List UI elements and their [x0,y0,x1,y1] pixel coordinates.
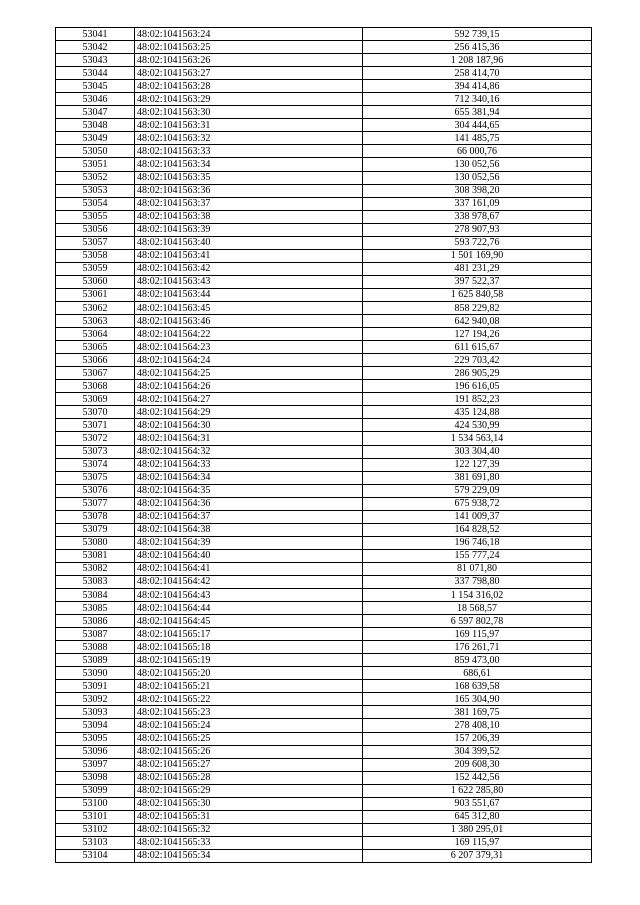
table-row [56,445,592,458]
cadastral-number-cell: 48:02:1041564:29 [135,406,363,419]
value-cell: 256 415,36 [363,41,592,54]
cadastral-value-table [55,27,592,863]
table-row [56,654,592,667]
value-cell: 122 127,39 [363,458,592,471]
row-number-cell: 53104 [56,849,135,862]
table-row [56,132,592,145]
table-row [56,823,592,836]
table-row [56,810,592,823]
value-cell: 1 154 316,02 [363,589,592,602]
cadastral-number-cell: 48:02:1041565:19 [135,654,363,667]
value-cell: 859 473,00 [363,654,592,667]
value-cell: 1 625 840,58 [363,288,592,301]
table-row [56,288,592,301]
table-row [56,758,592,771]
row-number-cell: 53065 [56,341,135,354]
value-cell: 155 777,24 [363,549,592,562]
value-cell: 655 381,94 [363,106,592,119]
table-row [56,562,592,575]
row-number-cell: 53098 [56,771,135,784]
row-number-cell: 53062 [56,301,135,314]
row-number-cell: 53073 [56,445,135,458]
table-row [56,119,592,132]
value-cell: 1 622 285,80 [363,784,592,797]
cadastral-number-cell: 48:02:1041565:27 [135,758,363,771]
row-number-cell: 53103 [56,836,135,849]
cadastral-number-cell: 48:02:1041565:28 [135,771,363,784]
value-cell: 394 414,86 [363,80,592,93]
table-row [56,510,592,523]
table-row [56,471,592,484]
row-number-cell: 53072 [56,432,135,445]
row-number-cell: 53061 [56,288,135,301]
row-number-cell: 53083 [56,575,135,588]
table-row [56,145,592,158]
cadastral-number-cell: 48:02:1041563:46 [135,315,363,328]
cadastral-number-cell: 48:02:1041565:23 [135,706,363,719]
cadastral-number-cell: 48:02:1041565:32 [135,823,363,836]
table-row [56,406,592,419]
cadastral-number-cell: 48:02:1041563:44 [135,288,363,301]
row-number-cell: 53077 [56,497,135,510]
table-row [56,602,592,615]
value-cell: 435 124,88 [363,406,592,419]
value-cell: 1 534 563,14 [363,432,592,445]
table-row [56,223,592,236]
cadastral-number-cell: 48:02:1041563:42 [135,262,363,275]
value-cell: 593 722,76 [363,236,592,249]
row-number-cell: 53042 [56,41,135,54]
value-cell: 152 442,56 [363,771,592,784]
cadastral-number-cell: 48:02:1041565:21 [135,680,363,693]
cadastral-number-cell: 48:02:1041565:18 [135,641,363,654]
cadastral-number-cell: 48:02:1041565:24 [135,719,363,732]
cadastral-number-cell: 48:02:1041565:17 [135,628,363,641]
cadastral-number-cell: 48:02:1041564:43 [135,589,363,602]
table-row [56,706,592,719]
value-cell: 645 312,80 [363,810,592,823]
cadastral-number-cell: 48:02:1041564:27 [135,393,363,406]
row-number-cell: 53058 [56,249,135,262]
cadastral-number-cell: 48:02:1041564:26 [135,380,363,393]
row-number-cell: 53056 [56,223,135,236]
row-number-cell: 53091 [56,680,135,693]
row-number-cell: 53101 [56,810,135,823]
cadastral-number-cell: 48:02:1041564:30 [135,419,363,432]
table-row [56,262,592,275]
value-cell: 858 229,82 [363,301,592,314]
cadastral-number-cell: 48:02:1041565:34 [135,849,363,862]
cadastral-number-cell: 48:02:1041563:27 [135,67,363,80]
row-number-cell: 53075 [56,471,135,484]
value-cell: 66 000,76 [363,145,592,158]
row-number-cell: 53092 [56,693,135,706]
table-row [56,628,592,641]
cadastral-number-cell: 48:02:1041564:37 [135,510,363,523]
cadastral-number-cell: 48:02:1041564:22 [135,328,363,341]
row-number-cell: 53068 [56,380,135,393]
row-number-cell: 53089 [56,654,135,667]
row-number-cell: 53066 [56,354,135,367]
row-number-cell: 53069 [56,393,135,406]
cadastral-number-cell: 48:02:1041563:37 [135,197,363,210]
row-number-cell: 53071 [56,419,135,432]
value-cell: 6 207 379,31 [363,849,592,862]
value-cell: 278 408,10 [363,719,592,732]
value-cell: 6 597 802,78 [363,615,592,628]
table-row [56,484,592,497]
row-number-cell: 53044 [56,67,135,80]
cadastral-number-cell: 48:02:1041563:31 [135,119,363,132]
value-cell: 169 115,97 [363,628,592,641]
row-number-cell: 53054 [56,197,135,210]
row-number-cell: 53048 [56,119,135,132]
row-number-cell: 53100 [56,797,135,810]
value-cell: 141 485,75 [363,132,592,145]
table-row [56,719,592,732]
table-row [56,589,592,602]
cadastral-number-cell: 48:02:1041563:38 [135,210,363,223]
row-number-cell: 53097 [56,758,135,771]
table-row [56,158,592,171]
table-row [56,497,592,510]
row-number-cell: 53055 [56,210,135,223]
table-row [56,301,592,314]
value-cell: 1 501 169,90 [363,249,592,262]
row-number-cell: 53080 [56,536,135,549]
table-row [56,341,592,354]
row-number-cell: 53078 [56,510,135,523]
cadastral-number-cell: 48:02:1041563:43 [135,275,363,288]
row-number-cell: 53050 [56,145,135,158]
cadastral-number-cell: 48:02:1041565:33 [135,836,363,849]
value-cell: 169 115,97 [363,836,592,849]
table-row [56,536,592,549]
cadastral-number-cell: 48:02:1041563:40 [135,236,363,249]
table-row [56,419,592,432]
value-cell: 18 568,57 [363,602,592,615]
table-row [56,249,592,262]
row-number-cell: 53099 [56,784,135,797]
table-row [56,680,592,693]
cadastral-number-cell: 48:02:1041564:36 [135,497,363,510]
value-cell: 338 978,67 [363,210,592,223]
table-row [56,784,592,797]
table-row [56,771,592,784]
row-number-cell: 53102 [56,823,135,836]
table-body [56,28,592,863]
row-number-cell: 53074 [56,458,135,471]
cadastral-number-cell: 48:02:1041564:33 [135,458,363,471]
cadastral-number-cell: 48:02:1041563:24 [135,28,363,41]
cadastral-number-cell: 48:02:1041563:39 [135,223,363,236]
cadastral-number-cell: 48:02:1041564:32 [135,445,363,458]
cadastral-number-cell: 48:02:1041564:44 [135,602,363,615]
value-cell: 397 522,37 [363,275,592,288]
table-row [56,693,592,706]
cadastral-number-cell: 48:02:1041563:35 [135,171,363,184]
row-number-cell: 53076 [56,484,135,497]
row-number-cell: 53087 [56,628,135,641]
cadastral-number-cell: 48:02:1041563:29 [135,93,363,106]
row-number-cell: 53093 [56,706,135,719]
row-number-cell: 53095 [56,732,135,745]
cadastral-number-cell: 48:02:1041565:26 [135,745,363,758]
row-number-cell: 53053 [56,184,135,197]
row-number-cell: 53060 [56,275,135,288]
row-number-cell: 53047 [56,106,135,119]
value-cell: 337 798,80 [363,575,592,588]
value-cell: 165 304,90 [363,693,592,706]
table-row [56,367,592,380]
cadastral-number-cell: 48:02:1041563:32 [135,132,363,145]
cadastral-number-cell: 48:02:1041563:45 [135,301,363,314]
row-number-cell: 53082 [56,562,135,575]
value-cell: 127 194,26 [363,328,592,341]
table-row [56,171,592,184]
cadastral-number-cell: 48:02:1041564:34 [135,471,363,484]
row-number-cell: 53084 [56,589,135,602]
row-number-cell: 53085 [56,602,135,615]
value-cell: 229 703,42 [363,354,592,367]
cadastral-number-cell: 48:02:1041565:20 [135,667,363,680]
value-cell: 141 009,37 [363,510,592,523]
cadastral-number-cell: 48:02:1041563:41 [135,249,363,262]
value-cell: 1 208 187,96 [363,54,592,67]
cadastral-number-cell: 48:02:1041564:45 [135,615,363,628]
table-row [56,210,592,223]
cadastral-number-cell: 48:02:1041564:40 [135,549,363,562]
table-row [56,797,592,810]
value-cell: 481 231,29 [363,262,592,275]
value-cell: 176 261,71 [363,641,592,654]
table-row [56,615,592,628]
row-number-cell: 53051 [56,158,135,171]
cadastral-number-cell: 48:02:1041563:26 [135,54,363,67]
table-row [56,41,592,54]
value-cell: 592 739,15 [363,28,592,41]
value-cell: 686,61 [363,667,592,680]
row-number-cell: 53096 [56,745,135,758]
cadastral-number-cell: 48:02:1041563:33 [135,145,363,158]
table-row [56,80,592,93]
table-row [56,354,592,367]
cadastral-number-cell: 48:02:1041565:25 [135,732,363,745]
row-number-cell: 53049 [56,132,135,145]
cadastral-number-cell: 48:02:1041564:23 [135,341,363,354]
value-cell: 381 169,75 [363,706,592,719]
row-number-cell: 53057 [56,236,135,249]
cadastral-number-cell: 48:02:1041565:22 [135,693,363,706]
row-number-cell: 53070 [56,406,135,419]
value-cell: 611 615,67 [363,341,592,354]
value-cell: 168 639,58 [363,680,592,693]
row-number-cell: 53094 [56,719,135,732]
table-row [56,523,592,536]
value-cell: 286 905,29 [363,367,592,380]
value-cell: 675 938,72 [363,497,592,510]
cadastral-number-cell: 48:02:1041563:25 [135,41,363,54]
cadastral-number-cell: 48:02:1041564:38 [135,523,363,536]
value-cell: 196 746,18 [363,536,592,549]
value-cell: 304 399,52 [363,745,592,758]
value-cell: 191 852,23 [363,393,592,406]
cadastral-number-cell: 48:02:1041565:29 [135,784,363,797]
row-number-cell: 53064 [56,328,135,341]
row-number-cell: 53081 [56,549,135,562]
cadastral-number-cell: 48:02:1041564:42 [135,575,363,588]
value-cell: 642 940,08 [363,315,592,328]
cadastral-number-cell: 48:02:1041564:24 [135,354,363,367]
row-number-cell: 53041 [56,28,135,41]
cadastral-number-cell: 48:02:1041563:28 [135,80,363,93]
value-cell: 424 530,99 [363,419,592,432]
cadastral-number-cell: 48:02:1041565:31 [135,810,363,823]
row-number-cell: 53059 [56,262,135,275]
value-cell: 303 304,40 [363,445,592,458]
cadastral-number-cell: 48:02:1041563:30 [135,106,363,119]
value-cell: 903 551,67 [363,797,592,810]
row-number-cell: 53090 [56,667,135,680]
cadastral-number-cell: 48:02:1041564:31 [135,432,363,445]
table-row [56,28,592,41]
table-row [56,236,592,249]
row-number-cell: 53043 [56,54,135,67]
table-row [56,575,592,588]
cadastral-number-cell: 48:02:1041563:34 [135,158,363,171]
table-row [56,667,592,680]
value-cell: 278 907,93 [363,223,592,236]
table-row [56,54,592,67]
row-number-cell: 53086 [56,615,135,628]
row-number-cell: 53052 [56,171,135,184]
table-row [56,275,592,288]
row-number-cell: 53079 [56,523,135,536]
table-row [56,732,592,745]
value-cell: 308 398,20 [363,184,592,197]
table-row [56,393,592,406]
value-cell: 337 161,09 [363,197,592,210]
table-row [56,380,592,393]
row-number-cell: 53063 [56,315,135,328]
table-row [56,93,592,106]
table-row [56,184,592,197]
table-row [56,67,592,80]
table-row [56,328,592,341]
value-cell: 130 052,56 [363,171,592,184]
cadastral-number-cell: 48:02:1041564:35 [135,484,363,497]
table-row [56,458,592,471]
row-number-cell: 53046 [56,93,135,106]
value-cell: 381 691,80 [363,471,592,484]
value-cell: 157 206,39 [363,732,592,745]
row-number-cell: 53067 [56,367,135,380]
value-cell: 196 616,05 [363,380,592,393]
table-row [56,106,592,119]
table-row [56,836,592,849]
value-cell: 579 229,09 [363,484,592,497]
value-cell: 304 444,65 [363,119,592,132]
value-cell: 258 414,70 [363,67,592,80]
value-cell: 130 052,56 [363,158,592,171]
table-row [56,432,592,445]
table-row [56,197,592,210]
table-row [56,745,592,758]
cadastral-number-cell: 48:02:1041564:25 [135,367,363,380]
cadastral-number-cell: 48:02:1041565:30 [135,797,363,810]
value-cell: 81 071,80 [363,562,592,575]
cadastral-number-cell: 48:02:1041564:39 [135,536,363,549]
table-row [56,641,592,654]
value-cell: 712 340,16 [363,93,592,106]
table-row [56,549,592,562]
table-row [56,315,592,328]
value-cell: 209 608,30 [363,758,592,771]
value-cell: 164 828,52 [363,523,592,536]
cadastral-number-cell: 48:02:1041564:41 [135,562,363,575]
cadastral-number-cell: 48:02:1041563:36 [135,184,363,197]
row-number-cell: 53088 [56,641,135,654]
value-cell: 1 380 295,01 [363,823,592,836]
row-number-cell: 53045 [56,80,135,93]
table-row [56,849,592,862]
